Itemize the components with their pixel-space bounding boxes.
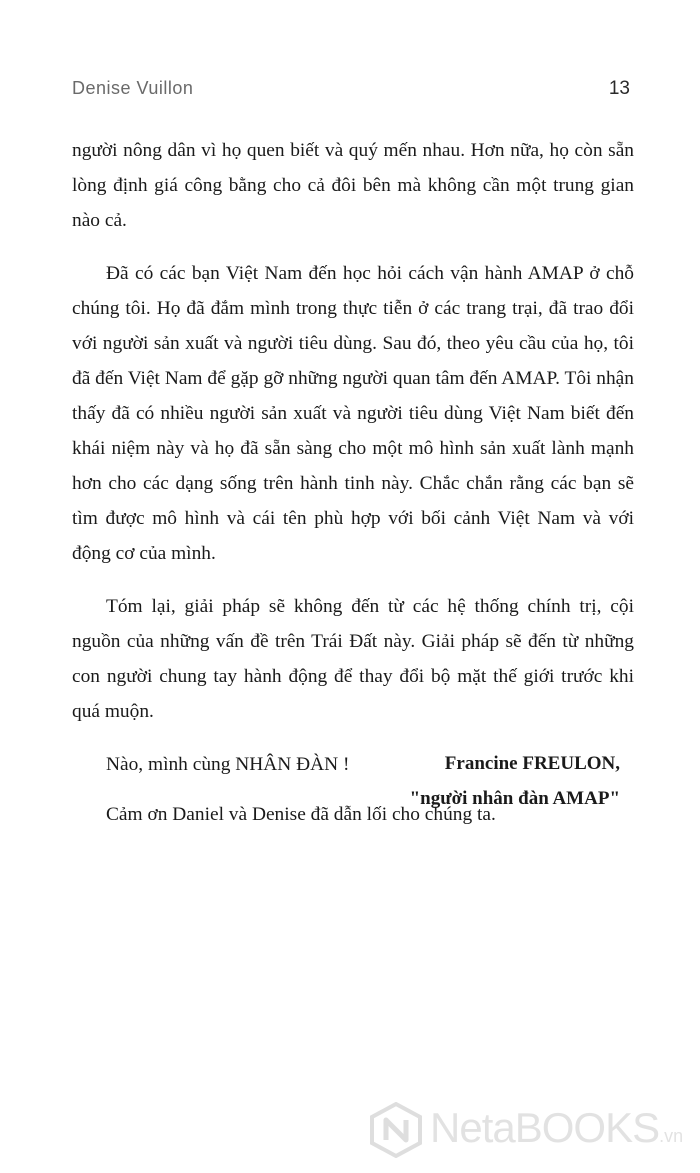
page-number: 13 bbox=[608, 78, 630, 99]
watermark bbox=[368, 1098, 690, 1160]
paragraph-call-to-action: Nào, mình cùng NHÂN ĐÀN ! bbox=[106, 754, 350, 775]
watermark-brand bbox=[430, 1104, 683, 1152]
netabooks-logo-icon bbox=[368, 1102, 424, 1158]
running-header bbox=[72, 78, 630, 106]
paragraph-thanks: Cảm ơn Daniel và Denise đã dẫn lối cho chúng ta. bbox=[106, 804, 496, 825]
watermark-tld: .vn bbox=[659, 1126, 684, 1146]
running-header-author: Denise Vuillon bbox=[72, 78, 194, 98]
paragraph-conclusion: Tóm lại, giải pháp sẽ không đến từ các hệ thống chính trị, cội nguồn của những vấn đề trên Trái Đất này. Giải pháp sẽ đến từ những con người chung tay hành động để thay đổi bộ mặt thế giới trước khi quá muộn. bbox=[72, 596, 634, 722]
watermark-brand-name: NetaBOOKS bbox=[430, 1104, 660, 1151]
signature-name: Francine FREULON, bbox=[444, 753, 620, 774]
paragraph-continuation: người nông dân vì họ quen biết và quý mến nhau. Hơn nữa, họ còn sẵn lòng định giá công bằng cho cả đôi bên mà không cần một trung gian nào cả. bbox=[72, 140, 634, 231]
paragraph-visits: Đã có các bạn Việt Nam đến học hỏi cách vận hành AMAP ở chỗ chúng tôi. Họ đã đắm mình trong thực tiễn ở các trang trại, đã trao đổi với người sản xuất và người tiêu dùng. Sau đó, theo yêu cầu của họ, tôi đã đến Việt Nam để gặp gỡ những người quan tâm đến AMAP. Tôi nhận thấy đã có nhiều người sản xuất và người tiêu dùng Việt Nam biết đến khái niệm này và họ đã sẵn sàng cho một mô hình sản xuất lành mạnh hơn cho các dạng sống trên hành tinh này. Chắc chắn rằng các bạn sẽ tìm được mô hình và cái tên phù hợp với bối cảnh Việt Nam và với động cơ của mình. bbox=[72, 263, 634, 564]
page-body bbox=[72, 133, 634, 847]
signature-block bbox=[410, 746, 620, 816]
signature-title: "người nhân đàn AMAP" bbox=[409, 788, 620, 809]
